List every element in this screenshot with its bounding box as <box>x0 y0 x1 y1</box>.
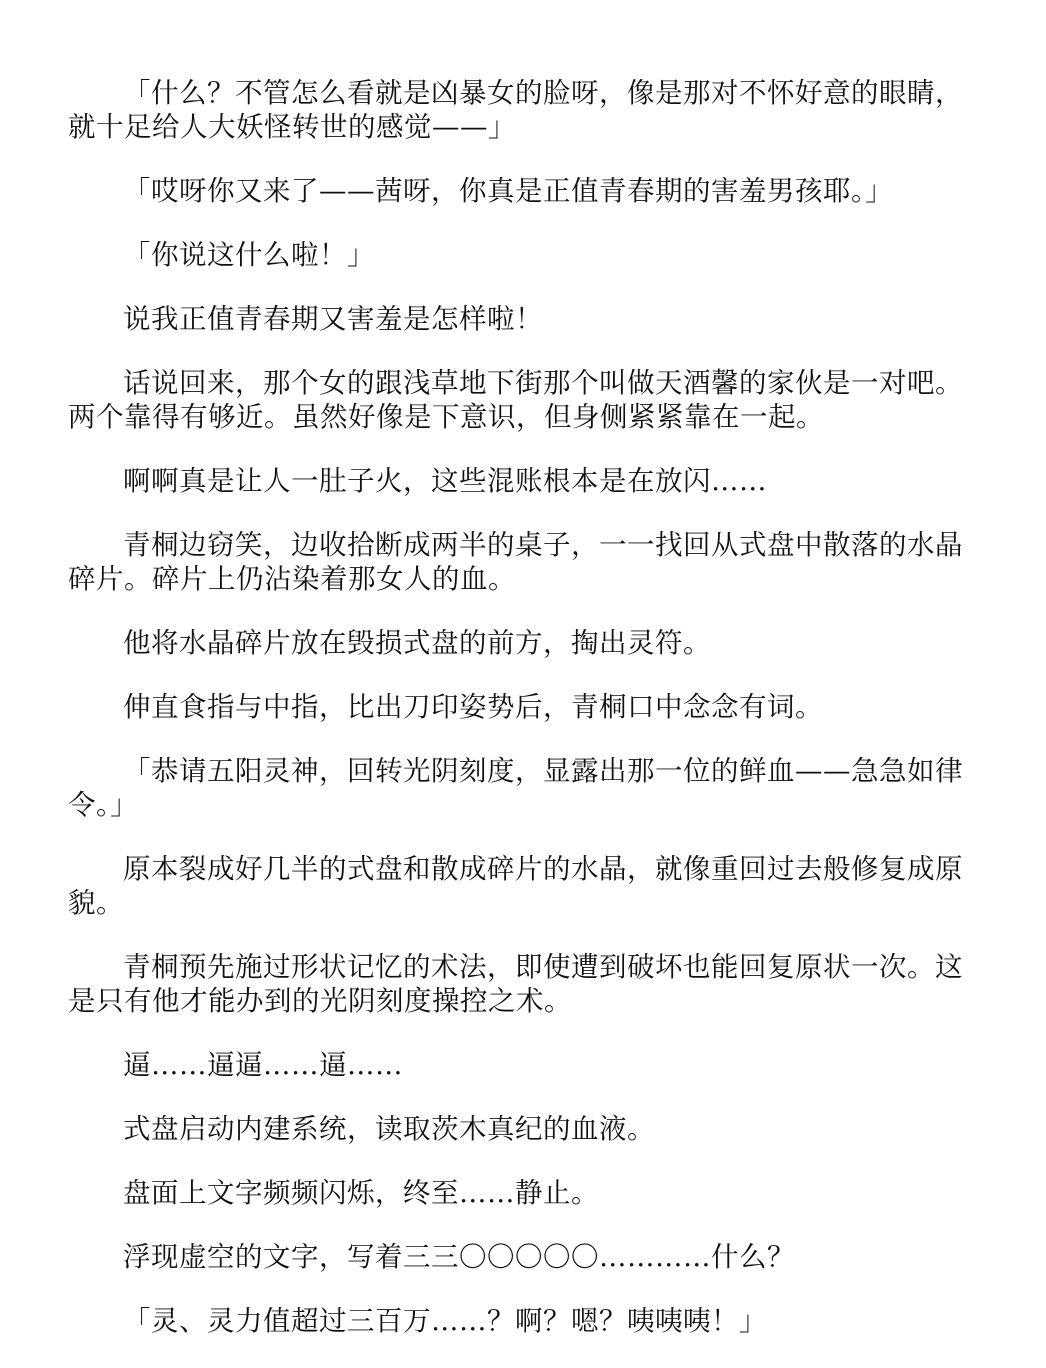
paragraph: 「哎呀你又来了——茜呀，你真是正值青春期的害羞男孩耶。」 <box>123 175 894 207</box>
paragraph: 啊啊真是让人一肚子火，这些混账根本是在放闪…… <box>123 465 767 497</box>
paragraph: 青桐预先施过形状记忆的术法，即使遭到破坏也能回复原状一次。这是只有他才能办到的光阴刻度操控之术。 <box>68 951 963 1017</box>
paragraph: 盘面上文字频频闪烁，终至……静止。 <box>123 1177 599 1209</box>
paragraph: 「灵、灵力值超过三百万……？啊？嗯？咦咦咦！」 <box>123 1305 767 1337</box>
paragraph: 伸直食指与中指，比出刀印姿势后，青桐口中念念有词。 <box>123 691 823 723</box>
paragraph: 青桐边窃笑，边收拾断成两半的桌子，一一找回从式盘中散落的水晶碎片。碎片上仍沾染着那女人的血。 <box>68 529 963 595</box>
paragraph: 逼……逼逼……逼…… <box>123 1049 403 1081</box>
paragraph: 「什么？不管怎么看就是凶暴女的脸呀，像是那对不怀好意的眼睛，就十足给人大妖怪转世的感觉——」 <box>68 77 963 143</box>
paragraph: 他将水晶碎片放在毁损式盘的前方，掏出灵符。 <box>123 627 711 659</box>
paragraph: 话说回来，那个女的跟浅草地下街那个叫做天酒馨的家伙是一对吧。两个靠得有够近。虽然好像是下意识，但身侧紧紧靠在一起。 <box>68 367 963 433</box>
paragraph: 「你说这什么啦！」 <box>123 239 375 271</box>
document-page <box>68 76 978 1368</box>
paragraph: 浮现虚空的文字，写着三三〇〇〇〇〇…………什么？ <box>123 1241 795 1273</box>
paragraph: 说我正值青春期又害羞是怎样啦！ <box>123 303 543 335</box>
paragraph: 原本裂成好几半的式盘和散成碎片的水晶，就像重回过去般修复成原貌。 <box>68 853 963 919</box>
paragraph: 「恭请五阳灵神，回转光阴刻度，显露出那一位的鲜血——急急如律令。」 <box>68 755 963 821</box>
paragraph: 式盘启动内建系统，读取茨木真纪的血液。 <box>123 1113 655 1145</box>
